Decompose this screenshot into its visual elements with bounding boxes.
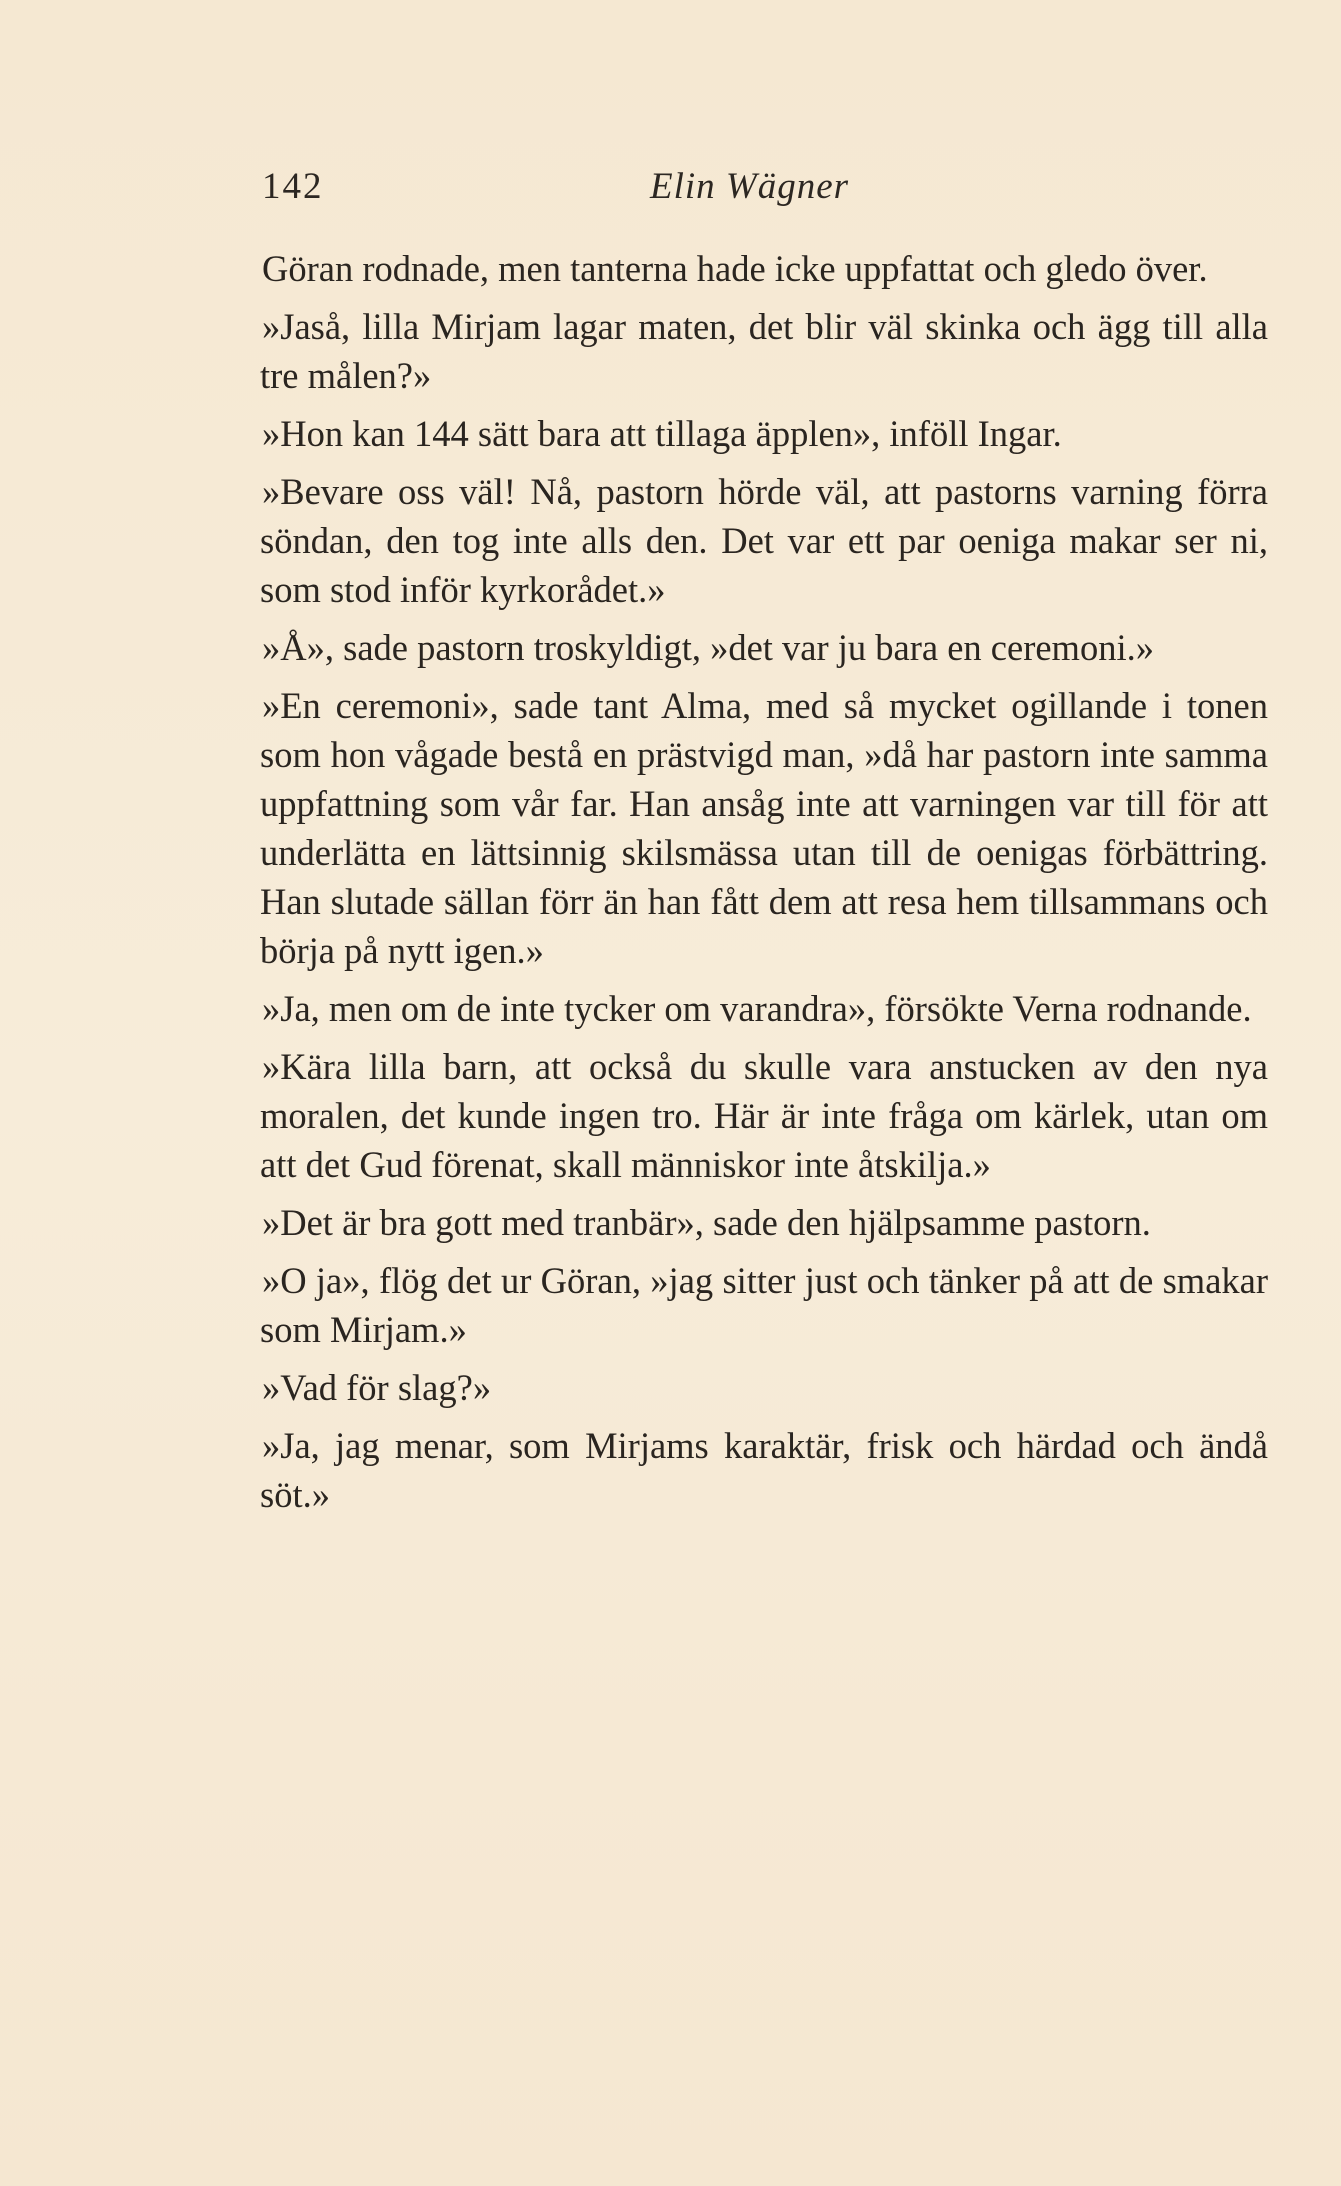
paragraph: »O ja», flög det ur Göran, »jag sitter just och tänker på att de smakar som Mirjam.»	[260, 1260, 1268, 1350]
page-number: 142	[262, 166, 324, 207]
paragraph: »Jaså, lilla Mirjam lagar maten, det blir väl skinka och ägg till alla tre målen?»	[260, 306, 1268, 396]
paragraph: »Hon kan 144 sätt bara att tillaga äpplen», inföll Ingar.	[262, 413, 1062, 454]
paragraph: »Vad för slag?»	[262, 1367, 492, 1408]
paragraph: »Ja, men om de inte tycker om varandra», försökte Verna rodnande.	[262, 988, 1252, 1029]
paragraph: »Ja, jag menar, som Mirjams karaktär, frisk och härdad och ändå söt.»	[260, 1425, 1268, 1515]
paragraph: »Bevare oss väl! Nå, pastorn hörde väl, att pastorns varning förra söndan, den tog inte alls den. Det var ett par oeniga makar ser ni, som stod inför kyrkorådet.»	[260, 471, 1268, 610]
running-head: Elin Wägner	[650, 166, 850, 207]
paragraph: »Det är bra gott med tranbär», sade den hjälpsamme pastorn.	[262, 1202, 1151, 1243]
body-text	[260, 244, 1268, 1528]
paragraph: »Kära lilla barn, att också du skulle vara anstucken av den nya moralen, det kunde ingen tro. Här är inte fråga om kärlek, utan om att det Gud förenat, skall människor inte åtskilja.»	[260, 1046, 1268, 1185]
paragraph: »Å», sade pastorn troskyldigt, »det var ju bara en ceremoni.»	[262, 627, 1154, 668]
paragraph: Göran rodnade, men tanterna hade icke uppfattat och gledo över.	[262, 248, 1208, 289]
page-header	[262, 165, 1262, 215]
paragraph: »En ceremoni», sade tant Alma, med så mycket ogillande i tonen som hon vågade bestå en prästvigd man, »då har pastorn inte samma uppfattning som vår far. Han ansåg inte att varningen var till för att underlätta en lättsinnig skilsmässa utan till de oenigas förbättring. Han slutade sällan förr än han fått dem att resa hem tillsammans och börja på nytt igen.»	[260, 685, 1268, 971]
